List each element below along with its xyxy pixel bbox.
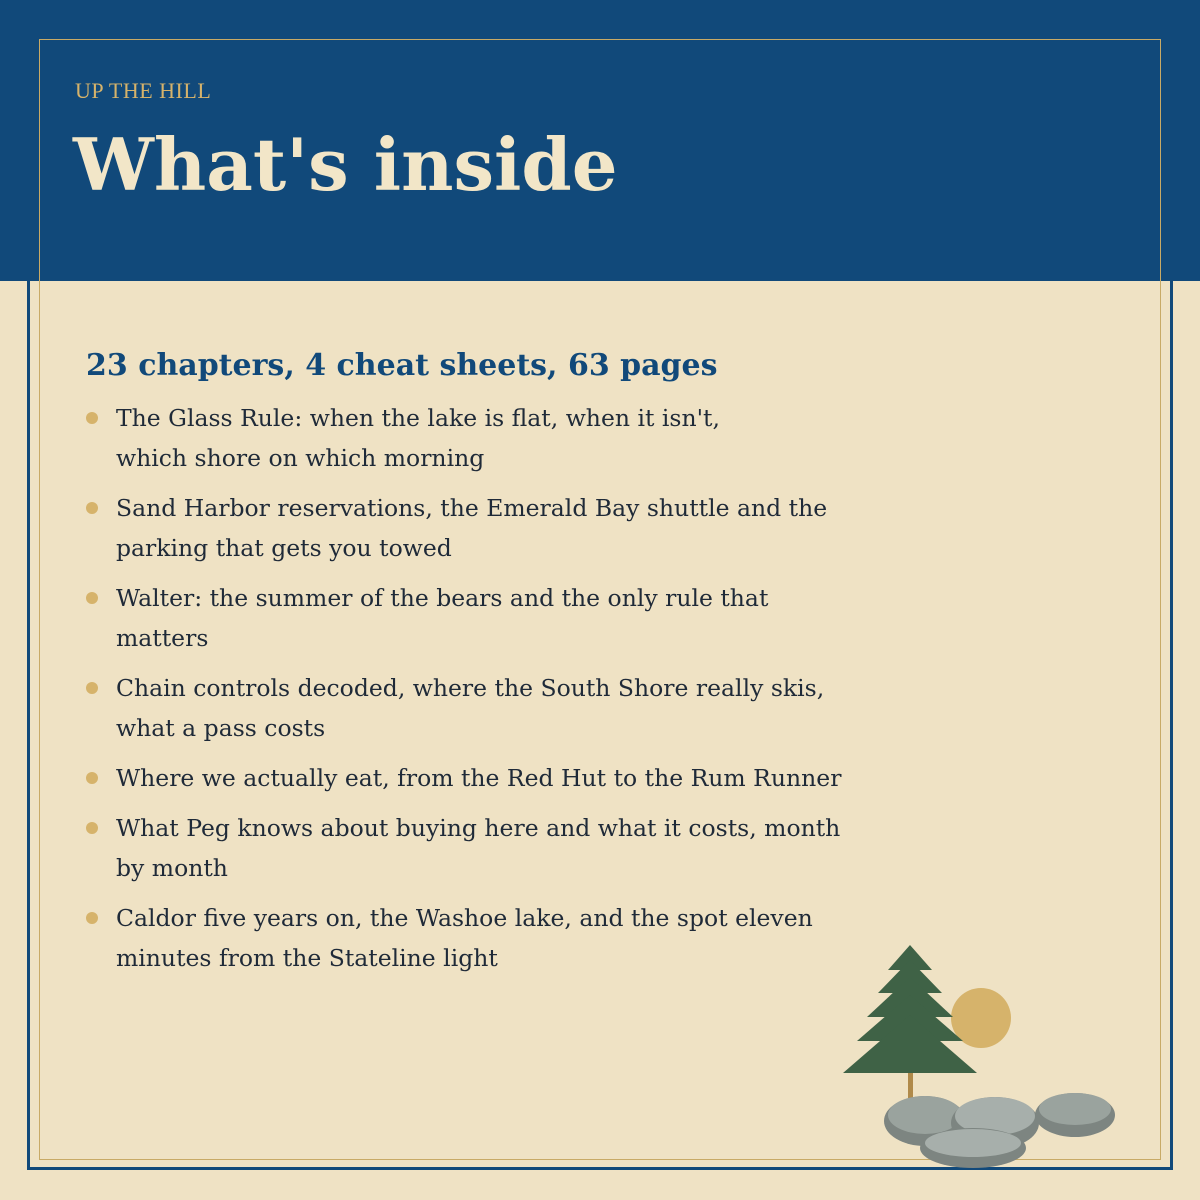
list-item (86, 808, 886, 888)
bullet-dot-icon (86, 412, 98, 424)
bullet-dot-icon (86, 822, 98, 834)
eyebrow-label: UP THE HILL (75, 78, 212, 103)
rocks-icon (884, 1093, 1115, 1168)
list-item (86, 898, 886, 978)
item-line: Walter: the summer of the bears and the only rule that (116, 584, 769, 612)
bullet-dot-icon (86, 502, 98, 514)
bullet-dot-icon (86, 592, 98, 604)
list-item (86, 488, 886, 568)
item-line: matters (116, 624, 209, 652)
list-item (86, 398, 886, 478)
bullet-dot-icon (86, 772, 98, 784)
lake-scene-illustration (840, 935, 1130, 1175)
page-title: What's inside (73, 122, 618, 207)
item-line: Where we actually eat, from the Red Hut to the Rum Runner (116, 764, 842, 792)
list-item (86, 668, 886, 748)
item-line: What Peg knows about buying here and what it costs, month (116, 814, 841, 842)
contents-summary: 23 chapters, 4 cheat sheets, 63 pages (86, 348, 718, 383)
item-line: The Glass Rule: when the lake is flat, when it isn't, (116, 404, 720, 432)
item-line: Sand Harbor reservations, the Emerald Bay shuttle and the (116, 494, 828, 522)
item-line: what a pass costs (116, 714, 326, 742)
contents-list (86, 398, 886, 988)
item-line: parking that gets you towed (116, 534, 452, 562)
item-line: Chain controls decoded, where the South Shore really skis, (116, 674, 825, 702)
item-line: minutes from the Stateline light (116, 944, 498, 972)
bullet-dot-icon (86, 912, 98, 924)
list-item (86, 758, 886, 798)
item-line: which shore on which morning (116, 444, 485, 472)
list-item (86, 578, 886, 658)
item-line: Caldor five years on, the Washoe lake, and the spot eleven (116, 904, 813, 932)
item-line: by month (116, 854, 228, 882)
bullet-dot-icon (86, 682, 98, 694)
